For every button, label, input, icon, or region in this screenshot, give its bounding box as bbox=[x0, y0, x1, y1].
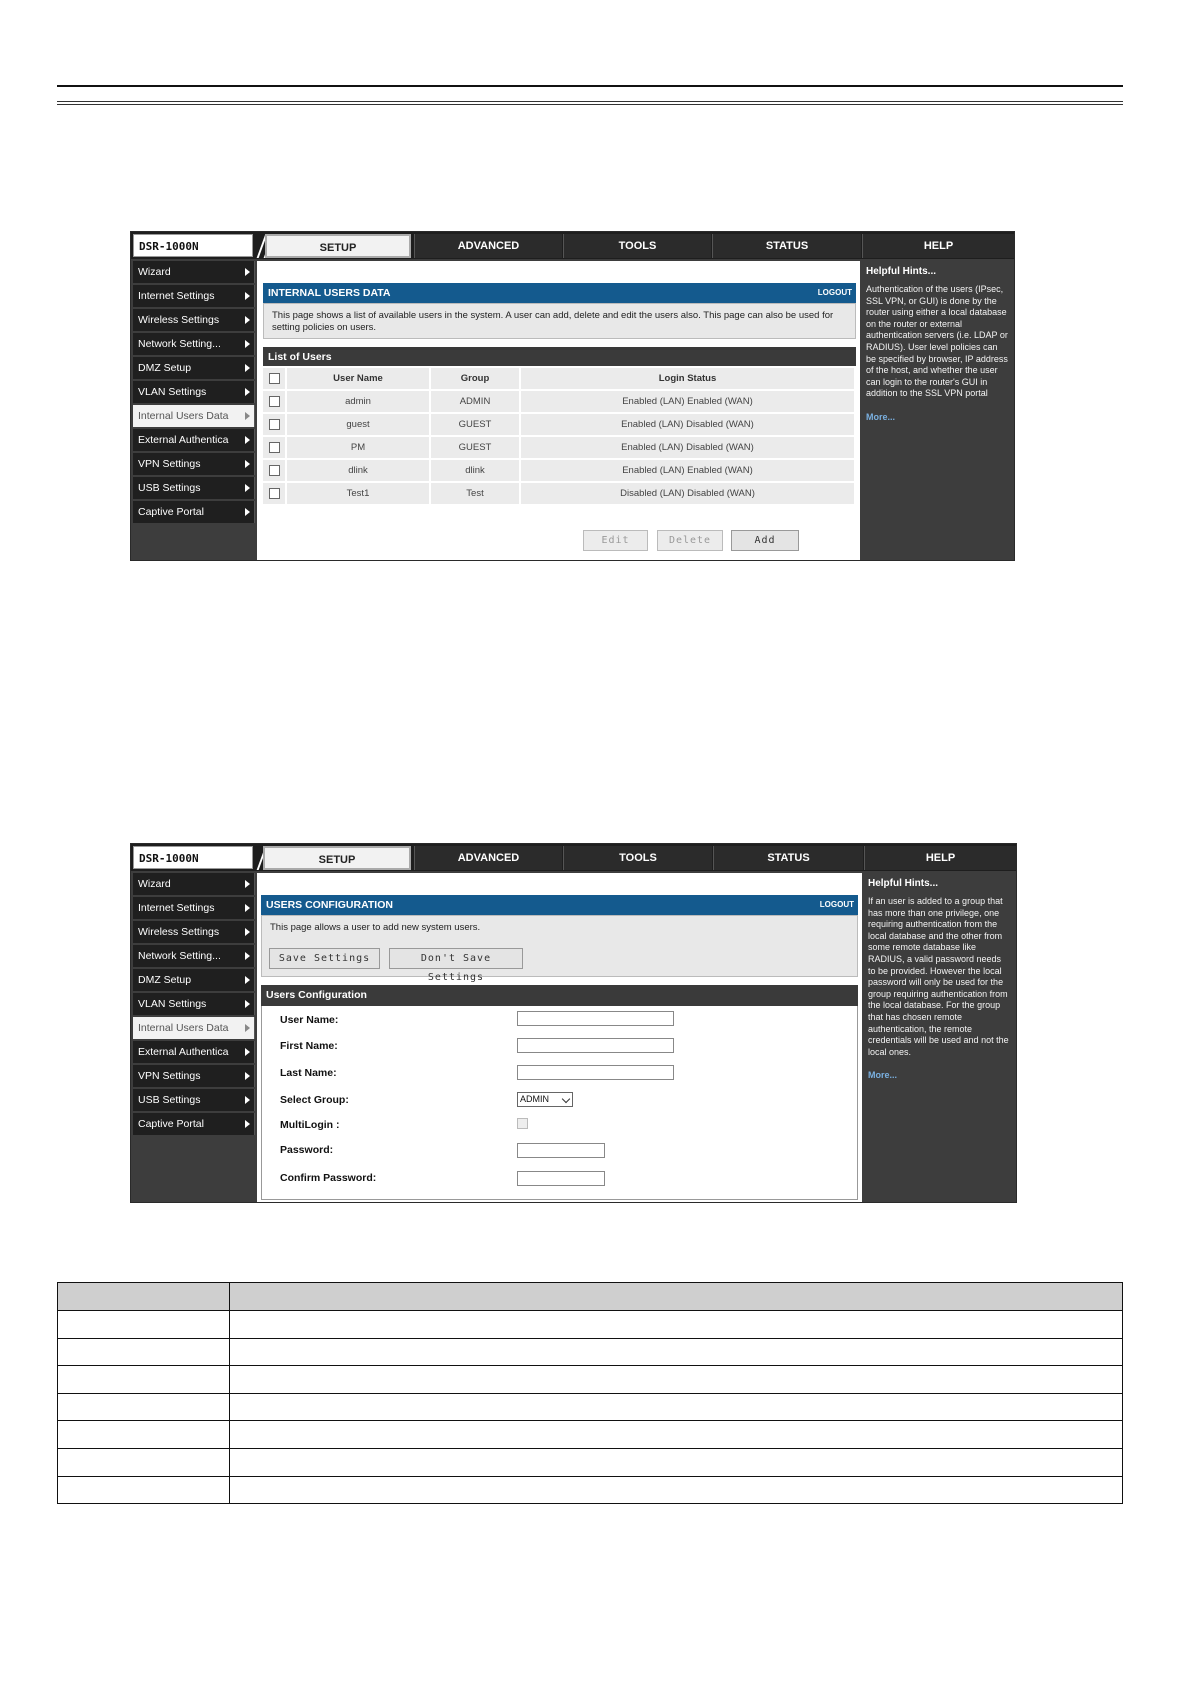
sidebar-item-usb-settings[interactable] bbox=[133, 1089, 255, 1111]
user-name-label: User Name: bbox=[280, 1014, 339, 1026]
chevron-right-icon bbox=[245, 1072, 250, 1080]
confirm-password-label: Confirm Password: bbox=[280, 1172, 377, 1184]
sidebar-item-label: External Authentica bbox=[138, 1046, 229, 1058]
section-title: INTERNAL USERS DATA bbox=[268, 287, 391, 299]
sidebar-item-wizard[interactable] bbox=[133, 261, 255, 283]
section-title: USERS CONFIGURATION bbox=[266, 899, 393, 911]
main-content bbox=[257, 873, 862, 1202]
chevron-right-icon bbox=[245, 412, 250, 420]
header-cell bbox=[58, 1283, 230, 1311]
tab-setup[interactable]: SETUP bbox=[265, 234, 411, 258]
table-row[interactable] bbox=[263, 437, 856, 458]
save-settings-button[interactable]: Save Settings bbox=[269, 948, 380, 969]
parameter-table bbox=[57, 1282, 1123, 1504]
chevron-right-icon bbox=[245, 484, 250, 492]
tab-advanced[interactable]: ADVANCED bbox=[414, 234, 562, 258]
table-row[interactable] bbox=[263, 483, 856, 504]
dsr-logo: DSR-1000N bbox=[133, 846, 253, 869]
logout-link[interactable]: LOGOUT bbox=[817, 288, 852, 297]
sidebar-item-wireless-settings[interactable] bbox=[133, 921, 255, 943]
group-cell: GUEST bbox=[431, 437, 521, 458]
header-double-rule-1 bbox=[57, 101, 1123, 102]
logout-link[interactable]: LOGOUT bbox=[819, 900, 854, 909]
tab-help[interactable]: HELP bbox=[862, 234, 1014, 258]
tab-tools[interactable]: TOOLS bbox=[563, 846, 712, 870]
table-cell bbox=[230, 1338, 1123, 1366]
tab-help[interactable]: HELP bbox=[864, 846, 1016, 870]
sidebar-item-label: External Authentica bbox=[138, 434, 229, 446]
select-group-label: Select Group: bbox=[280, 1094, 349, 1106]
sidebar-item-vlan-settings[interactable] bbox=[133, 993, 255, 1015]
table-row bbox=[58, 1393, 1123, 1421]
help-text: Authentication of the users (IPsec, SSL VPN, or GUI) is done by the router using either a local database on the router or external authentication servers (i.e. LDAP or RADIUS). User level policies can be specified by browser, IP address of the host, and whether the user can login to the router's GUI in addition to the SSL VPN portal bbox=[866, 284, 1008, 399]
chevron-right-icon bbox=[245, 904, 250, 912]
sidebar-item-label: USB Settings bbox=[138, 482, 201, 494]
tab-status[interactable]: STATUS bbox=[713, 846, 863, 870]
group-cell: ADMIN bbox=[431, 391, 521, 412]
sidebar-item-label: Captive Portal bbox=[138, 1118, 204, 1130]
chevron-right-icon bbox=[245, 460, 250, 468]
user-name-cell: Test1 bbox=[287, 483, 431, 504]
group-cell: Test bbox=[431, 483, 521, 504]
login-status-cell: Enabled (LAN) Disabled (WAN) bbox=[521, 414, 856, 435]
list-title: List of Users bbox=[268, 351, 332, 363]
col-group: Group bbox=[431, 368, 521, 389]
first-name-label: First Name: bbox=[280, 1040, 338, 1052]
sidebar-item-label: Network Setting... bbox=[138, 338, 221, 350]
multilogin-label: MultiLogin : bbox=[280, 1119, 340, 1131]
sidebar-item-vpn-settings[interactable] bbox=[133, 453, 255, 475]
chevron-right-icon bbox=[245, 1048, 250, 1056]
sidebar-item-internet-settings[interactable] bbox=[133, 285, 255, 307]
sidebar-menu bbox=[133, 873, 255, 1137]
sidebar-item-captive-portal[interactable] bbox=[133, 501, 255, 523]
select-all-cell bbox=[263, 368, 287, 389]
table-cell bbox=[230, 1311, 1123, 1339]
sidebar-item-label: VPN Settings bbox=[138, 458, 201, 470]
section-title-bar bbox=[263, 283, 856, 303]
user-name-cell: PM bbox=[287, 437, 431, 458]
sidebar-item-vpn-settings[interactable] bbox=[133, 1065, 255, 1087]
row-checkbox[interactable] bbox=[269, 396, 280, 407]
sidebar-menu bbox=[133, 261, 255, 525]
table-cell bbox=[58, 1338, 230, 1366]
password-label: Password: bbox=[280, 1144, 334, 1156]
last-name-label: Last Name: bbox=[280, 1067, 337, 1079]
sidebar-item-label: Internet Settings bbox=[138, 290, 215, 302]
sidebar-item-network-settings[interactable] bbox=[133, 333, 255, 355]
table-cell bbox=[58, 1393, 230, 1421]
sidebar-item-internal-users-data[interactable] bbox=[133, 405, 255, 427]
sidebar-item-label: VPN Settings bbox=[138, 1070, 201, 1082]
main-content bbox=[257, 261, 860, 560]
header-double-rule-2 bbox=[57, 104, 1123, 105]
row-checkbox[interactable] bbox=[269, 442, 280, 453]
login-status-cell: Enabled (LAN) Enabled (WAN) bbox=[521, 460, 856, 481]
chevron-right-icon bbox=[245, 1000, 250, 1008]
sidebar-item-dmz-setup[interactable] bbox=[133, 969, 255, 991]
table-header-row bbox=[58, 1283, 1123, 1311]
help-text: If an user is added to a group that has more than one privilege, one requiring authentication from the local database and the other from some remote database like RADIUS, a valid password needs to be provided. However the local password will only be used for the group requiring authentication from the local database. For the group that has chosen remote authentication, the remote credentials will be used and not the local ones. bbox=[868, 896, 1009, 1057]
confirm-password-input[interactable] bbox=[517, 1171, 605, 1186]
group-cell: dlink bbox=[431, 460, 521, 481]
section-title-bar bbox=[261, 895, 858, 915]
chevron-right-icon bbox=[245, 292, 250, 300]
table-cell bbox=[230, 1366, 1123, 1394]
chevron-right-icon bbox=[245, 880, 250, 888]
tab-tools[interactable]: TOOLS bbox=[563, 234, 711, 258]
sidebar-item-external-authentication[interactable] bbox=[133, 1041, 255, 1063]
sidebar-item-external-authentication[interactable] bbox=[133, 429, 255, 451]
login-status-cell: Enabled (LAN) Disabled (WAN) bbox=[521, 437, 856, 458]
table-row bbox=[58, 1366, 1123, 1394]
table-cell bbox=[230, 1476, 1123, 1504]
table-row bbox=[58, 1476, 1123, 1504]
table-row[interactable] bbox=[263, 414, 856, 435]
row-checkbox-cell bbox=[263, 391, 287, 412]
header-rule bbox=[57, 85, 1123, 87]
config-title-bar bbox=[261, 985, 858, 1006]
chevron-right-icon bbox=[245, 316, 250, 324]
password-input[interactable] bbox=[517, 1143, 605, 1158]
last-name-input[interactable] bbox=[517, 1065, 674, 1080]
users-table bbox=[263, 366, 856, 506]
table-row bbox=[58, 1448, 1123, 1476]
list-title-bar bbox=[263, 347, 856, 368]
group-cell: GUEST bbox=[431, 414, 521, 435]
table-row bbox=[58, 1421, 1123, 1449]
table-cell bbox=[230, 1421, 1123, 1449]
help-more-link[interactable]: More... bbox=[866, 411, 896, 422]
screenshot-users-configuration bbox=[130, 843, 1017, 1203]
chevron-right-icon bbox=[245, 508, 250, 516]
chevron-right-icon bbox=[245, 268, 250, 276]
user-name-input[interactable] bbox=[517, 1011, 674, 1026]
description-text: This page shows a list of available users in the system. A user can add, delete and edit the users also. This page can also be used for setting policies on users. bbox=[272, 310, 834, 333]
login-status-cell: Disabled (LAN) Disabled (WAN) bbox=[521, 483, 856, 504]
sidebar-item-wizard[interactable] bbox=[133, 873, 255, 895]
chevron-right-icon bbox=[245, 952, 250, 960]
chevron-right-icon bbox=[245, 340, 250, 348]
screenshot-internal-users bbox=[130, 231, 1015, 561]
user-name-cell: guest bbox=[287, 414, 431, 435]
chevron-right-icon bbox=[245, 976, 250, 984]
table-row bbox=[58, 1311, 1123, 1339]
chevron-right-icon bbox=[245, 928, 250, 936]
sidebar-item-label: Internal Users Data bbox=[138, 410, 229, 422]
chevron-right-icon bbox=[245, 1120, 250, 1128]
table-row[interactable] bbox=[263, 391, 856, 412]
sidebar-item-label: VLAN Settings bbox=[138, 998, 207, 1010]
chevron-right-icon bbox=[245, 1024, 250, 1032]
tab-status[interactable]: STATUS bbox=[712, 234, 861, 258]
row-checkbox[interactable] bbox=[269, 419, 280, 430]
group-select[interactable] bbox=[517, 1092, 573, 1107]
table-header-row bbox=[263, 368, 856, 389]
sidebar-item-label: Internal Users Data bbox=[138, 1022, 229, 1034]
delete-button[interactable]: Delete bbox=[657, 530, 723, 551]
sidebar-item-vlan-settings[interactable] bbox=[133, 381, 255, 403]
select-all-checkbox[interactable] bbox=[269, 373, 280, 384]
sidebar-item-label: Wizard bbox=[138, 266, 171, 278]
col-user-name: User Name bbox=[287, 368, 431, 389]
edit-button[interactable]: Edit bbox=[583, 530, 648, 551]
dont-save-settings-button[interactable]: Don't Save Settings bbox=[389, 948, 523, 969]
group-select-value: ADMIN bbox=[520, 1094, 549, 1104]
table-cell bbox=[230, 1448, 1123, 1476]
header-cell bbox=[230, 1283, 1123, 1311]
user-name-cell: admin bbox=[287, 391, 431, 412]
chevron-right-icon bbox=[245, 436, 250, 444]
user-name-cell: dlink bbox=[287, 460, 431, 481]
sidebar-item-captive-portal[interactable] bbox=[133, 1113, 255, 1135]
table-cell bbox=[58, 1448, 230, 1476]
sidebar-item-label: USB Settings bbox=[138, 1094, 201, 1106]
chevron-right-icon bbox=[245, 388, 250, 396]
sidebar-item-label: Internet Settings bbox=[138, 902, 215, 914]
dsr-logo: DSR-1000N bbox=[133, 234, 253, 257]
chevron-right-icon bbox=[245, 364, 250, 372]
sidebar-item-internal-users-data[interactable] bbox=[133, 1017, 255, 1039]
help-more-link[interactable]: More... bbox=[868, 1070, 898, 1081]
sidebar-item-usb-settings[interactable] bbox=[133, 477, 255, 499]
table-cell bbox=[58, 1476, 230, 1504]
row-checkbox-cell bbox=[263, 437, 287, 458]
tab-setup[interactable]: SETUP bbox=[263, 846, 411, 870]
chevron-down-icon bbox=[562, 1095, 570, 1103]
sidebar-item-label: Captive Portal bbox=[138, 506, 204, 518]
sidebar-item-label: DMZ Setup bbox=[138, 974, 192, 986]
table-cell bbox=[58, 1366, 230, 1394]
table-row bbox=[58, 1338, 1123, 1366]
sidebar-item-internet-settings[interactable] bbox=[133, 897, 255, 919]
first-name-input[interactable] bbox=[517, 1038, 674, 1053]
row-checkbox-cell bbox=[263, 460, 287, 481]
sidebar-item-network-settings[interactable] bbox=[133, 945, 255, 967]
sidebar-item-wireless-settings[interactable] bbox=[133, 309, 255, 331]
row-checkbox[interactable] bbox=[269, 488, 280, 499]
col-login-status: Login Status bbox=[521, 368, 856, 389]
row-checkbox-cell bbox=[263, 483, 287, 504]
table-row[interactable] bbox=[263, 460, 856, 481]
help-title: Helpful Hints... bbox=[866, 266, 936, 277]
config-form bbox=[261, 1006, 858, 1200]
help-panel bbox=[864, 873, 1015, 1202]
help-title: Helpful Hints... bbox=[868, 878, 938, 889]
multilogin-checkbox[interactable] bbox=[517, 1118, 528, 1129]
login-status-cell: Enabled (LAN) Enabled (WAN) bbox=[521, 391, 856, 412]
sidebar-item-label: Wizard bbox=[138, 878, 171, 890]
help-panel bbox=[862, 261, 1013, 560]
tab-advanced[interactable]: ADVANCED bbox=[414, 846, 562, 870]
row-checkbox-cell bbox=[263, 414, 287, 435]
sidebar-item-label: Network Setting... bbox=[138, 950, 221, 962]
sidebar-item-label: Wireless Settings bbox=[138, 314, 220, 326]
sidebar-item-label: VLAN Settings bbox=[138, 386, 207, 398]
config-title: Users Configuration bbox=[266, 989, 367, 1001]
table-cell bbox=[230, 1393, 1123, 1421]
table-cell bbox=[58, 1421, 230, 1449]
row-checkbox[interactable] bbox=[269, 465, 280, 476]
sidebar-item-label: DMZ Setup bbox=[138, 362, 192, 374]
table-cell bbox=[58, 1311, 230, 1339]
description-text: This page allows a user to add new system users. bbox=[270, 922, 481, 933]
chevron-right-icon bbox=[245, 1096, 250, 1104]
add-button[interactable]: Add bbox=[731, 530, 799, 551]
description-box bbox=[263, 303, 856, 339]
sidebar-item-dmz-setup[interactable] bbox=[133, 357, 255, 379]
sidebar-item-label: Wireless Settings bbox=[138, 926, 220, 938]
